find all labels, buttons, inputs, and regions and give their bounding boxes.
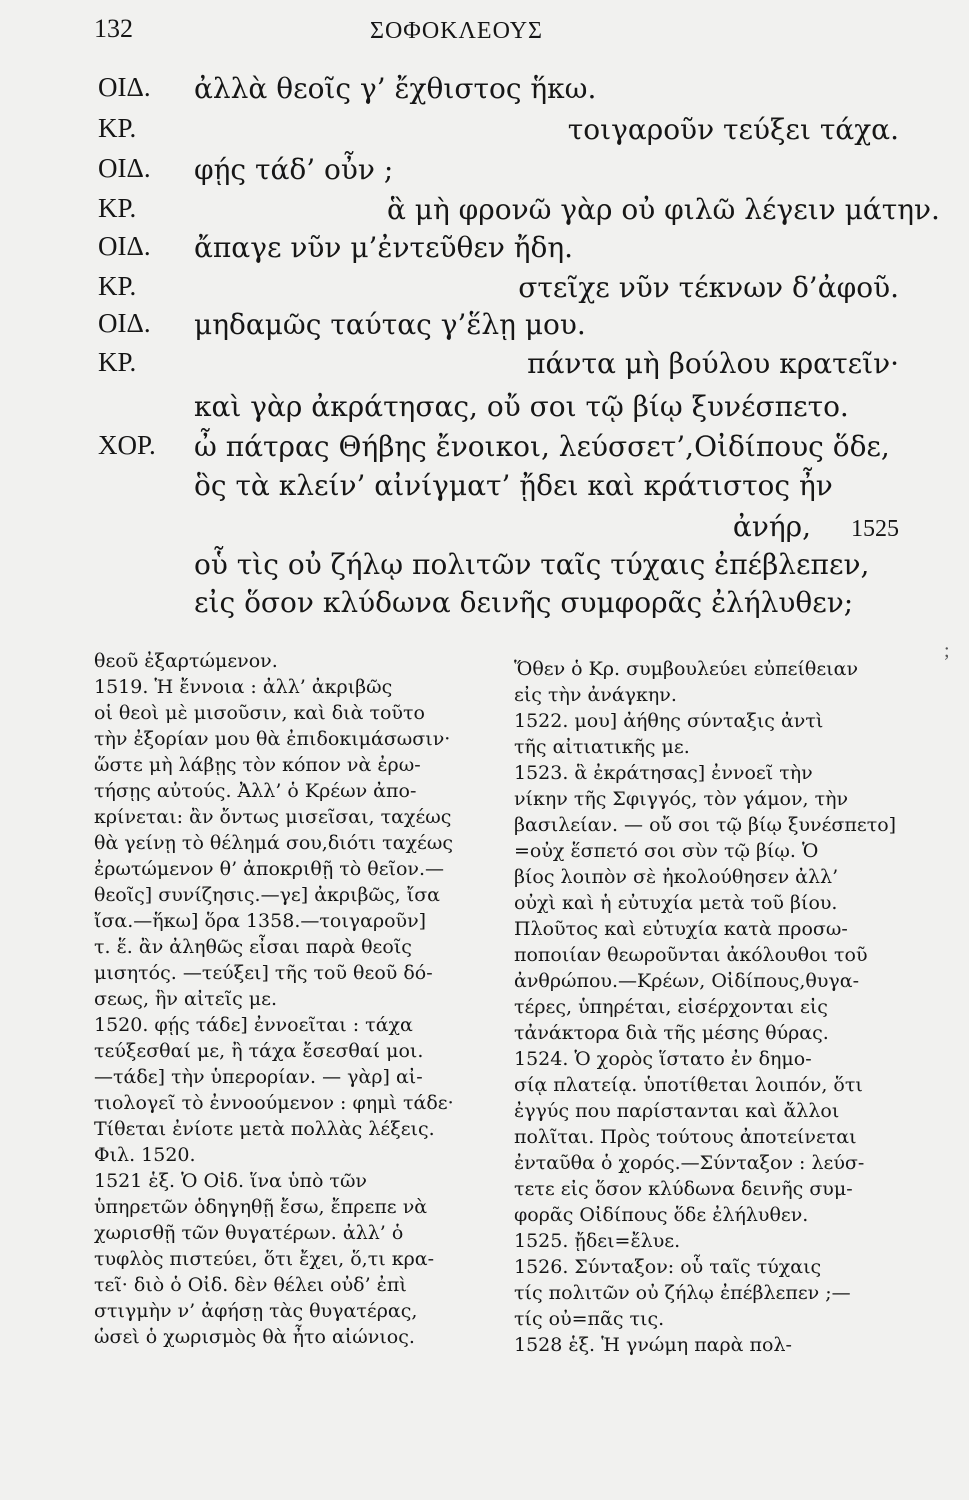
- commentary-line: 1525. ᾔδει=ἔλυε.: [514, 1230, 681, 1252]
- commentary-line: =οὐχ ἕσπετό σοι σὺν τῷ βίῳ. Ὁ: [514, 840, 819, 862]
- page-number: 132: [94, 14, 133, 43]
- speaker-label: ΚΡ.: [98, 193, 137, 223]
- commentary-line: ἐρωτώμενον θ’ ἀποκριθῇ τὸ θεῖον.—: [94, 858, 445, 880]
- commentary-line: ὑπηρετῶν ὁδηγηθῇ ἔσω, ἔπρεπε νὰ: [94, 1196, 428, 1218]
- commentary-line: σεως, ἣν αἰτεῖς με.: [94, 988, 277, 1010]
- commentary-line: τίς πολιτῶν οὐ ζήλῳ ἐπέβλεπεν ;—: [514, 1282, 851, 1304]
- commentary-line: ποποιίαν θεωροῦνται ἀκόλουθοι τοῦ: [514, 944, 868, 966]
- speaker-label: ΚΡ.: [98, 347, 137, 377]
- verse-text: τοιγαροῦν τεύξει τάχα.: [567, 113, 899, 146]
- verse-line: [0, 72, 969, 112]
- commentary-line: τίς οὐ=πᾶς τις.: [514, 1308, 665, 1330]
- commentary-line: ἀνθρώπου.—Κρέων, Οἰδίπους,θυγα-: [514, 970, 859, 992]
- running-title: ΣΟΦΟΚΛΕΟΥΣ: [370, 18, 544, 44]
- verse-text: ὦ πάτρας Θήβης ἔνοικοι, λεύσσετ’,Οἰδίπους ὅδε,: [194, 430, 890, 463]
- verse-line: [0, 113, 969, 153]
- commentary-line: —τάδε] τὴν ὑπερορίαν. — γὰρ] αἰ-: [94, 1066, 423, 1088]
- speaker-label: ΚΡ.: [98, 271, 137, 301]
- commentary-line: Ὅθεν ὁ Κρ. συμβουλεύει εὐπείθειαν: [514, 658, 859, 680]
- verse-line: [0, 548, 969, 588]
- speaker-label: ΚΡ.: [98, 113, 137, 143]
- verse-line: [0, 153, 969, 193]
- verse-text: στεῖχε νῦν τέκνων δ’ἀφοῦ.: [518, 271, 899, 304]
- commentary-line: τῆς αἰτιατικῆς με.: [514, 736, 690, 758]
- commentary-line: τέρες, ὑπηρέται, εἰσέρχονται εἰς: [514, 996, 828, 1018]
- verse-text: πάντα μὴ βούλου κρατεῖν·: [527, 347, 899, 380]
- commentary-line: τυφλὸς πιστεύει, ὅτι ἔχει, ὅ,τι κρα-: [94, 1248, 435, 1270]
- verse-text: φῄς τάδ’ οὖν ;: [194, 153, 394, 186]
- speaker-label: ΟΙΔ.: [98, 72, 151, 102]
- commentary-line: χωρισθῇ τῶν θυγατέρων. ἀλλ’ ὁ: [94, 1222, 404, 1244]
- verse-line: [0, 308, 969, 348]
- verse-line: [0, 390, 969, 430]
- verse-line: [0, 586, 969, 626]
- commentary-line: 1528 ἑξ. Ἡ γνώμη παρὰ πολ-: [514, 1334, 792, 1356]
- verse-line: [0, 271, 969, 311]
- commentary-line: κρίνεται: ἂν ὄντως μισεῖσαι, ταχέως: [94, 806, 452, 828]
- commentary-line: τὴν ἐξορίαν μου θὰ ἐπιδοκιμάσωσιν·: [94, 728, 451, 750]
- commentary-line: βασιλείαν. — οὔ σοι τῷ βίῳ ξυνέσπετο]: [514, 814, 897, 836]
- commentary-line: 1521 ἑξ. Ὁ Οἰδ. ἵνα ὑπὸ τῶν: [94, 1170, 367, 1192]
- commentary-line: μισητός. —τεύξει] τῆς τοῦ θεοῦ δό-: [94, 962, 433, 984]
- speaker-label: ΟΙΔ.: [98, 231, 151, 261]
- verse-text: ἄπαγε νῦν μ’ἐντεῦθεν ἤδη.: [194, 231, 574, 264]
- verse-text: ἀνήρ,: [732, 510, 811, 543]
- commentary-line: 1519. Ἡ ἔννοια : ἀλλ’ ἀκριβῶς: [94, 676, 393, 698]
- commentary-line: ἴσα.—ἥκω] ὅρα 1358.—τοιγαροῦν]: [94, 910, 427, 932]
- commentary-line: 1523. ἃ ἐκράτησας] ἐννοεῖ τὴν: [514, 762, 813, 784]
- commentary-line: φορᾶς Οἰδίπους ὅδε ἐλήλυθεν.: [514, 1204, 809, 1226]
- verse-line: [0, 469, 969, 509]
- commentary-line: τἀνάκτορα διὰ τῆς μέσης θύρας.: [514, 1022, 829, 1044]
- commentary-line: ἐνταῦθα ὁ χορός.—Σύνταξον : λεύσ-: [514, 1152, 865, 1174]
- verse-text: ὃς τὰ κλείν’ αἰνίγματ’ ᾔδει καὶ κράτιστος ἦν: [194, 469, 833, 502]
- commentary-line: οἱ θεοὶ μὲ μισοῦσιν, καὶ διὰ τοῦτο: [94, 702, 425, 724]
- commentary-line: τ. ἕ. ἂν ἀληθῶς εἶσαι παρὰ θεοῖς: [94, 936, 412, 958]
- commentary-line: Φιλ. 1520.: [94, 1144, 196, 1166]
- commentary-line: 1526. Σύνταξον: οὗ ταῖς τύχαις: [514, 1256, 822, 1278]
- commentary-line: στιγμὴν ν’ ἀφήσῃ τὰς θυγατέρας,: [94, 1300, 418, 1322]
- margin-mark: ;: [944, 640, 950, 662]
- commentary-line: τεύξεσθαί με, ἢ τάχα ἔσεσθαί μοι.: [94, 1040, 424, 1062]
- commentary-line: νίκην τῆς Σφιγγός, τὸν γάμον, τὴν: [514, 788, 849, 810]
- commentary-line: εἰς τὴν ἀνάγκην.: [514, 684, 677, 706]
- commentary-line: τεῖ· διὸ ὁ Οἰδ. δὲν θέλει οὐδ’ ἐπὶ: [94, 1274, 407, 1296]
- verse-line: [0, 231, 969, 271]
- commentary-line: θεοῖς] συνίζησις.—γε] ἀκριβῶς, ἴσα: [94, 884, 440, 906]
- verse-line: [0, 347, 969, 387]
- commentary-line: Τίθεται ἐνίοτε μετὰ πολλὰς λέξεις.: [94, 1118, 435, 1140]
- line-number: 1525: [851, 516, 899, 542]
- commentary-line: θεοῦ ἐξαρτώμενον.: [94, 650, 278, 672]
- verse-text: ἀλλὰ θεοῖς γ’ ἔχθιστος ἥκω.: [194, 72, 597, 105]
- verse-text: ἃ μὴ φρονῶ γὰρ οὐ φιλῶ λέγειν μάτην.: [387, 193, 940, 226]
- commentary-line: οὐχὶ καὶ ἡ εὐτυχία μετὰ τοῦ βίου.: [514, 892, 838, 914]
- commentary-line: 1522. μου] ἀήθης σύνταξις ἀντὶ: [514, 710, 824, 732]
- commentary-line: ὥστε μὴ λάβῃς τὸν κόπον νὰ ἐρω-: [94, 754, 421, 776]
- verse-text: εἰς ὅσον κλύδωνα δεινῆς συμφορᾶς ἐλήλυθεν;: [194, 586, 854, 619]
- commentary-line: Πλοῦτος καὶ εὐτυχία κατὰ προσω-: [514, 918, 848, 940]
- commentary-line: 1520. φῄς τάδε] ἐννοεῖται : τάχα: [94, 1014, 413, 1036]
- commentary-line: τιολογεῖ τὸ ἐννοούμενον : φημὶ τάδε·: [94, 1092, 454, 1114]
- verse-text: οὗ τὶς οὐ ζήλῳ πολιτῶν ταῖς τύχαις ἐπέβλεπεν,: [194, 548, 870, 581]
- speaker-label: ΧΟΡ.: [98, 430, 156, 460]
- commentary-line: ὡσεὶ ὁ χωρισμὸς θὰ ἦτο αἰώνιος.: [94, 1326, 415, 1348]
- commentary-line: θὰ γείνῃ τὸ θέλημά σου,διότι ταχέως: [94, 832, 454, 854]
- speaker-label: ΟΙΔ.: [98, 153, 151, 183]
- commentary-line: σίᾳ πλατείᾳ. ὑποτίθεται λοιπόν, ὅτι: [514, 1074, 863, 1096]
- commentary-line: 1524. Ὁ χορὸς ἵστατο ἐν δημο-: [514, 1048, 812, 1070]
- verse-line: [0, 510, 969, 550]
- verse-line: [0, 193, 969, 233]
- commentary-line: πολῖται. Πρὸς τούτους ἀποτείνεται: [514, 1126, 857, 1148]
- verse-text: καὶ γὰρ ἀκράτησας, οὔ σοι τῷ βίῳ ξυνέσπετο.: [194, 390, 849, 423]
- commentary-line: τετε εἰς ὅσον κλύδωνα δεινῆς συμ-: [514, 1178, 853, 1200]
- commentary-line: τήσῃς αὐτούς. Ἀλλ’ ὁ Κρέων ἀπο-: [94, 780, 417, 802]
- verse-line: [0, 430, 969, 470]
- speaker-label: ΟΙΔ.: [98, 308, 151, 338]
- verse-text: μηδαμῶς ταύτας γ’ἕλῃ μου.: [194, 308, 586, 341]
- commentary-line: βίος λοιπὸν σὲ ἠκολούθησεν ἀλλ’: [514, 866, 839, 888]
- commentary-line: ἐγγύς που παρίστανται καὶ ἄλλοι: [514, 1100, 840, 1122]
